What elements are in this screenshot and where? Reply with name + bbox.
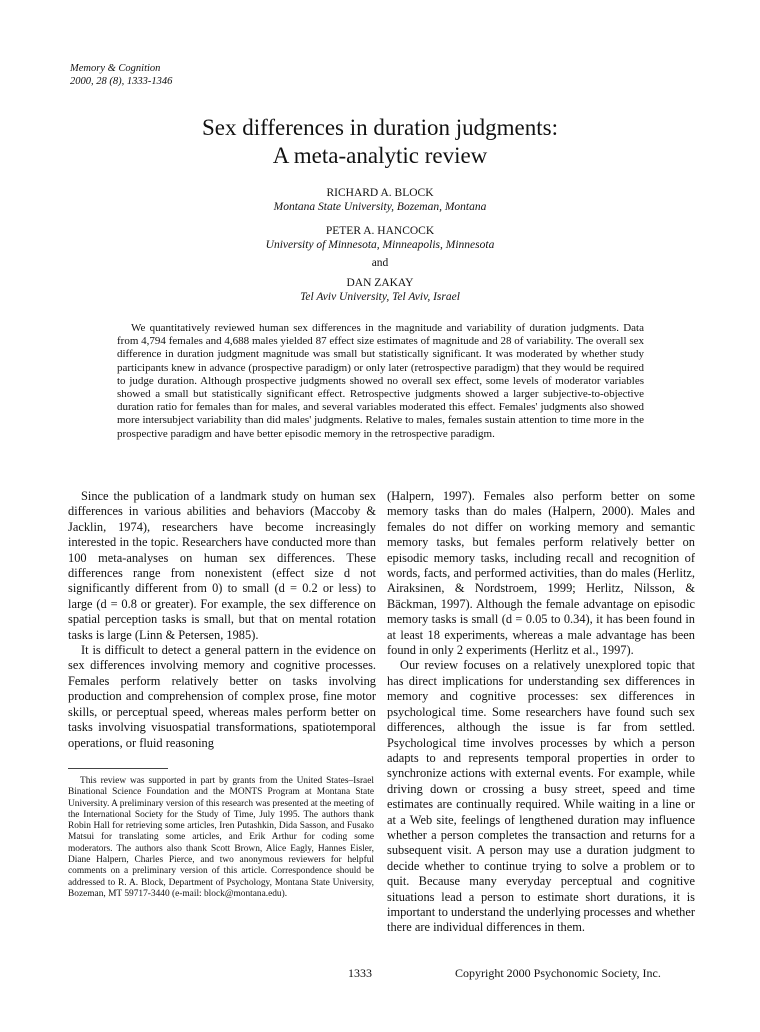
journal-volume: 2000, 28 (8), 1333-1346 xyxy=(70,76,173,87)
body-column-left xyxy=(68,489,376,751)
body-paragraph: Since the publication of a landmark study on human sex differences in various abilities and behaviors (Maccoby & Jacklin, 1974), researchers have become increasingly interested in the topic. Researchers have conducted more than 100 meta-analyses on human sex differences. These differences range from nonexistent (effect size d not significantly different from 0) to small (d = 0.2 or less) to large (d = 0.8 or greater). For example, the sex difference on spatial perception tasks is small, but that on mental rotation tasks is large (Linn & Petersen, 1985). xyxy=(68,489,376,642)
copyright-notice: Copyright 2000 Psychonomic Society, Inc. xyxy=(455,966,661,980)
journal-citation xyxy=(70,62,172,88)
body-paragraph: (Halpern, 1997). Females also perform better on some memory tasks than do males (Halpern, 2000). Males and females do not differ on working memory and semantic memory tasks, but females perform relatively better on episodic memory tasks, including recall and recognition of words, facts, and performed activities, than do males (Herlitz, Airaksinen, & Nordstroem, 1999; Herlitz, Nilsson, & Bäckman, 1997). Although the female advantage on episodic memory tasks is small (d = 0.05 to 0.34), it has been found in at least 18 experiments, whereas a male advantage has been found in only 2 experiments (Herlitz et al., 1997). xyxy=(387,489,695,658)
author-conjunction: and xyxy=(371,257,389,269)
footnote-divider xyxy=(68,768,168,769)
title-line-2: A meta-analytic review xyxy=(272,143,488,168)
author-note-footnote: This review was supported in part by grants from the United States–Israel Binational Science Foundation and the MONTS Program at Montana State University. A preliminary version of this research was presented at the meeting of the International Society for the Study of Time, July 1995. The authors thank Robin Hall for retrieving some articles, Iren Putashkin, Dida Sasson, and Fusako Matsui for translating some articles, and Erik Arthur for coding some moderators. The authors also thank Scott Brown, Alice Eagly, Hannes Eisler, Diane Halpern, Charles Pierce, and two anonymous reviewers for helpful comments on a preliminary version of this article. Correspondence should be addressed to R. A. Block, Department of Psychology, Montana State University, Bozeman, MT 59717-3440 (e-mail: block@montana.edu). xyxy=(68,776,374,899)
body-paragraph: It is difficult to detect a general pattern in the evidence on sex differences involving memory and cognitive processes. Females perform relatively better on tasks involving production and comprehension of complex prose, fine motor skills, or perceptual speed, whereas males perform better on tasks involving visuospatial transformations, spatiotemporal operations, or fluid reasoning xyxy=(68,643,376,750)
body-column-right xyxy=(387,489,695,936)
author-name: PETER A. HANCOCK xyxy=(325,225,435,237)
abstract: We quantitatively reviewed human sex differences in the magnitude and variability of duration judgments. Data from 4,794 females and 4,688 males yielded 87 effect size estimates of magnitude and 28 of variability. The overall sex difference in duration judgment magnitude was small but statistically significant. It was moderated by whether study participants knew in advance (prospective paradigm) or only later (retrospective paradigm) that they would be required to judge duration. Although prospective judgments showed no overall sex effect, some levels of moderator variables showed a small but statistically significant effect. Retrospective judgments showed a larger subjective-to-objective duration ratio for females than for males, and several variables moderated this effect. Females' judgments also showed more intersubject variability than did males' judgments. Relative to males, females sustain attention to time more in the prospective paradigm and have better episodic memory in the retrospective paradigm. xyxy=(117,322,644,440)
title-line-1: Sex differences in duration judgments: xyxy=(202,115,558,140)
article-title xyxy=(0,114,760,170)
page-number: 1333 xyxy=(348,966,372,980)
author-affiliation: Tel Aviv University, Tel Aviv, Israel xyxy=(300,291,460,303)
author-name: DAN ZAKAY xyxy=(346,277,414,289)
author-affiliation: University of Minnesota, Minneapolis, Minnesota xyxy=(265,239,495,251)
author-block xyxy=(0,186,760,314)
author-name: RICHARD A. BLOCK xyxy=(326,187,434,199)
author-affiliation: Montana State University, Bozeman, Montana xyxy=(273,201,487,213)
body-paragraph: Our review focuses on a relatively unexplored topic that has direct implications for understanding sex differences in memory and cognitive processes: sex differences in psychological time. Some researchers have found such sex differences, although the issue is far from settled. Psychological time involves processes by which a person adapts to and represents temporal properties in order to synchronize actions with external events. For example, while driving down or crossing a busy street, speed and time estimates are continually required. While waiting in a line or at a Web site, feelings of lengthened duration may influence whether a person completes the transaction and returns for a subsequent visit. A person may use a duration judgment to decide whether to continue trying to solve a problem or to quit. Because many everyday perceptual and cognitive situations lead a person to estimate short durations, it is important to understand the underlying processes and whether there are individual differences in them. xyxy=(387,658,695,935)
journal-name: Memory & Cognition xyxy=(70,63,161,74)
